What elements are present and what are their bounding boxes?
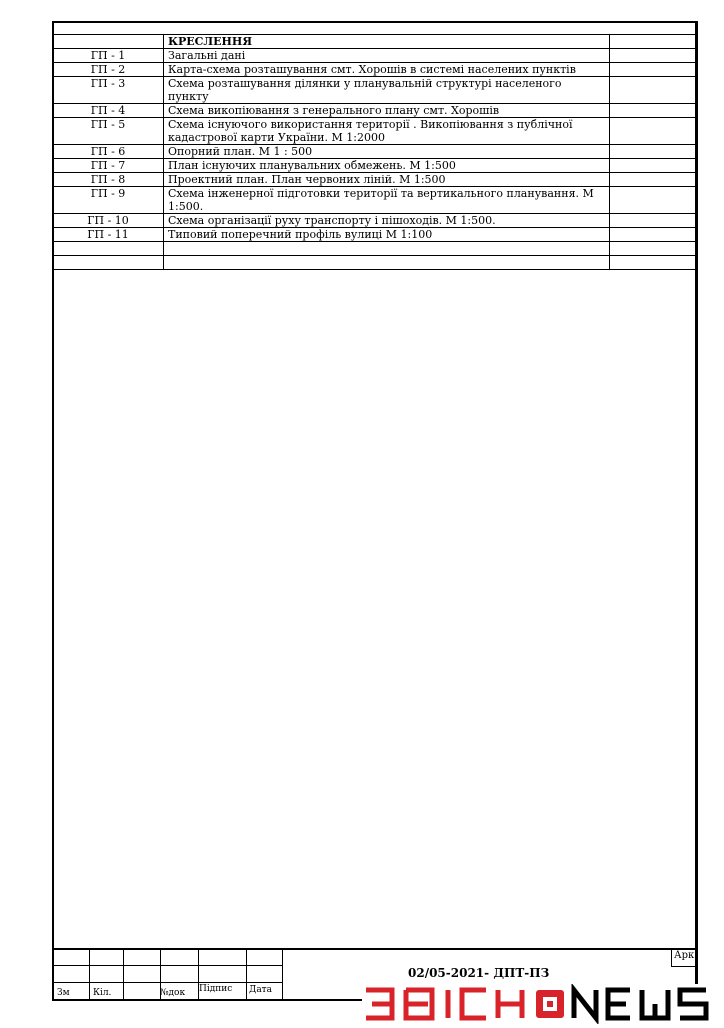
- drawing-extra-cell: [610, 173, 699, 187]
- drawing-title: Схема існуючого використання території . Викопіювання з публічної кадастрової карти України. М 1:2000: [164, 118, 610, 145]
- drawing-code: ГП - 7: [53, 159, 164, 173]
- table-header: КРЕСЛЕННЯ: [164, 35, 610, 49]
- drawing-title: План існуючих планувальних обмежень. М 1:500: [164, 159, 610, 173]
- drawing-title: Схема викопіювання з генерального плану смт. Хорошів: [164, 104, 610, 118]
- drawing-extra-cell: [610, 159, 699, 173]
- drawing-extra-cell: [610, 214, 699, 228]
- header-code-cell: [53, 35, 164, 49]
- empty-row: [53, 256, 698, 270]
- drawing-extra-cell: [610, 118, 699, 145]
- drawings-table: [53, 35, 698, 270]
- document-code: 02/05-2021- ДПТ-ПЗ: [408, 966, 550, 980]
- drawing-code: ГП - 8: [53, 173, 164, 187]
- table-row: [53, 49, 698, 63]
- drawing-code: ГП - 6: [53, 145, 164, 159]
- drawing-code: ГП - 9: [53, 187, 164, 214]
- drawing-extra-cell: [610, 77, 699, 104]
- drawing-title: Схема організації руху транспорту і пішоходів. М 1:500.: [164, 214, 610, 228]
- drawing-extra-cell: [610, 145, 699, 159]
- empty-cell: [164, 256, 610, 270]
- brand-logo-mark: [362, 984, 724, 1024]
- logo-secondary-letters: [574, 990, 706, 1018]
- table-row: [53, 187, 698, 214]
- drawing-title: Схема інженерної підготовки території та вертикального планування. М 1:500.: [164, 187, 610, 214]
- col-data-label: Дата: [249, 985, 273, 995]
- sheet-label: Арк.: [674, 950, 698, 961]
- logo-pixel-icon: [536, 990, 564, 1018]
- drawing-extra-cell: [610, 104, 699, 118]
- drawing-code: ГП - 5: [53, 118, 164, 145]
- drawing-extra-cell: [610, 49, 699, 63]
- table-row: [53, 63, 698, 77]
- table-row: [53, 228, 698, 242]
- table-row: [53, 118, 698, 145]
- drawing-title: Типовий поперечний профіль вулиці М 1:100: [164, 228, 610, 242]
- table-row: [53, 104, 698, 118]
- col-pidpys-label: Підпис: [199, 984, 233, 994]
- logo-primary-letters: [366, 990, 522, 1018]
- drawing-code: ГП - 10: [53, 214, 164, 228]
- empty-cell: [610, 256, 699, 270]
- col-kil-label: Кіл.: [93, 988, 112, 998]
- empty-row: [53, 242, 698, 256]
- empty-cell: [164, 242, 610, 256]
- table-row: [53, 159, 698, 173]
- table-row: [53, 145, 698, 159]
- empty-cell: [53, 256, 164, 270]
- drawing-extra-cell: [610, 63, 699, 77]
- drawing-code: ГП - 2: [53, 63, 164, 77]
- header-extra-cell: [610, 35, 699, 49]
- drawing-title: Карта-схема розташування смт. Хорошів в системі населених пунктів: [164, 63, 610, 77]
- sheet-number-rule: [671, 966, 697, 967]
- drawing-title: Опорний план. М 1 : 500: [164, 145, 610, 159]
- empty-cell: [610, 242, 699, 256]
- drawing-code: ГП - 4: [53, 104, 164, 118]
- drawing-code: ГП - 1: [53, 49, 164, 63]
- drawing-extra-cell: [610, 187, 699, 214]
- drawing-code: ГП - 11: [53, 228, 164, 242]
- sheet-number-divider: [671, 948, 672, 966]
- col-zm-label: Зм: [57, 988, 70, 998]
- col-ndok-label: №док: [160, 988, 186, 998]
- drawing-title: Загальні дані: [164, 49, 610, 63]
- table-row: [53, 77, 698, 104]
- table-row: [53, 173, 698, 187]
- drawing-title: Схема розташування ділянки у планувальній структурі населеного пункту: [164, 77, 610, 104]
- empty-cell: [53, 242, 164, 256]
- brand-logo: [362, 984, 724, 1024]
- drawing-code: ГП - 3: [53, 77, 164, 104]
- drawing-title: Проектний план. План червоних ліній. М 1:500: [164, 173, 610, 187]
- table-header-row: [53, 35, 698, 49]
- table-row: [53, 214, 698, 228]
- drawing-extra-cell: [610, 228, 699, 242]
